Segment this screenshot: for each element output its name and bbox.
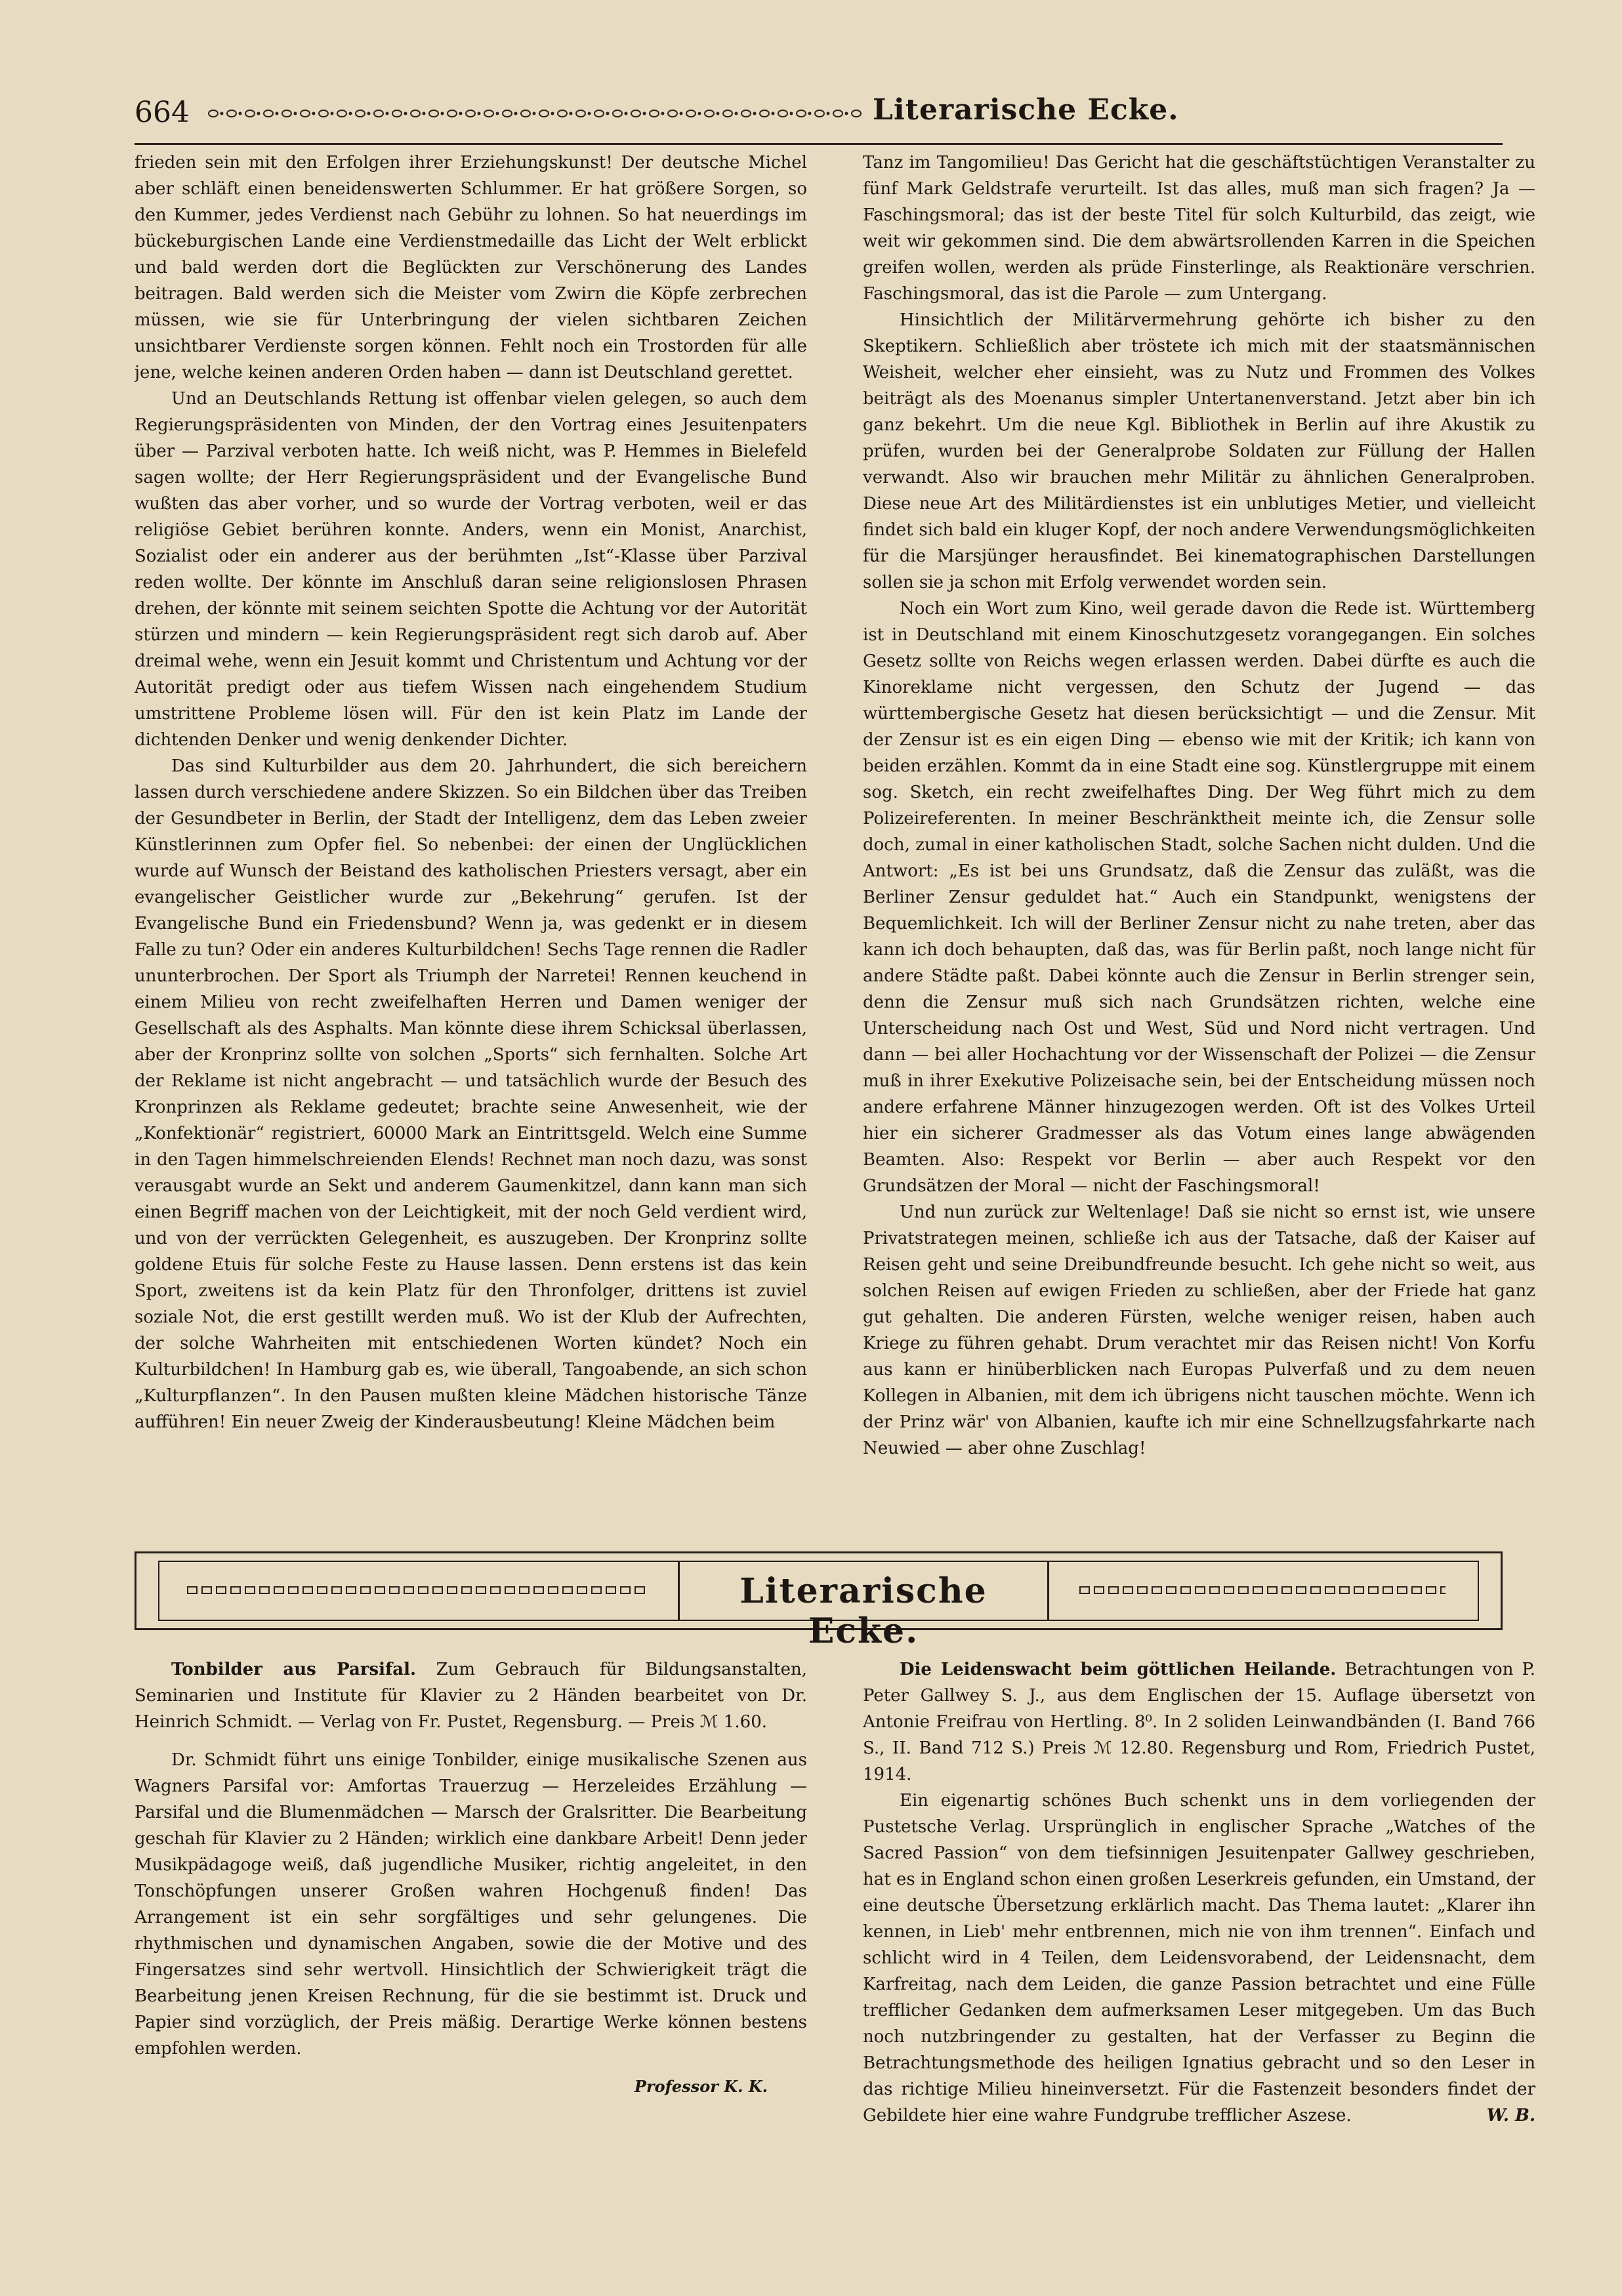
- running-head: [135, 91, 1503, 136]
- paragraph: Und nun zurück zur Weltenlage! Daß sie nicht so ernst ist, wie unsere Privatstrategen meinen, schließe ich aus der Tatsache, daß der Kaiser auf Reisen geht und seine Dreibundfreunde besucht. Ich gehe nicht so weit, aus solchen Reisen auf ewigen Frieden zu schließen, aber der Friede hat ganz gut gehalten. Die anderen Fürsten, welche weniger reisen, haben auch Kriege zu führen gehabt. Drum verachtet mir das Reisen nicht! Von Korfu aus kann er hinüberblicken nach Europas Pulverfaß und zu dem neuen Kollegen in Albanien, mit dem ich übrigens nicht tauschen möchte. Wenn ich der Prinz wär' von Albanien, kaufte ich mir eine Schnellzugsfahrkarte nach Neuwied — aber ohne Zuschlag!: [863, 1202, 1535, 1458]
- review-body: [863, 1788, 1535, 2129]
- article-column-right: [863, 150, 1535, 1514]
- header-rule: [135, 143, 1503, 145]
- section-banner: [135, 1551, 1503, 1651]
- paragraph: Noch ein Wort zum Kino, weil gerade davon die Rede ist. Württemberg ist in Deutschland mit einem Kinoschutzgesetz vorangegangen. Ein solches Gesetz sollte von Reichs wegen erlassen werden. Dabei dürfte es auch die Kinoreklame nicht vergessen, den Schutz der Jugend — das württembergische Gesetz hat diesen berücksichtigt — und die Zensur. Mit der Zensur ist es ein eigen Ding — ebenso wie mit der Kritik; ich kann von beiden erzählen. Kommt da in eine Stadt eine sog. Künstlergruppe mit einem sog. Sketch, ein recht zweifelhaftes Ding. Der Weg führt mich zu dem Polizeireferenten. In meiner Beschränktheit meinte ich, die Zensur solle doch, zumal in einer katholischen Stadt, solche Sachen nicht dulden. Und die Antwort: „Es ist bei uns Grundsatz, daß die Zensur das zuläßt, was die Berliner Zensur geduldet hat.“ Auch ein Standpunkt, wenigstens der Bequemlichkeit. Ich will der Berliner Zensur nicht zu nahe treten, aber das kann ich doch behaupten, daß das, was für Berlin paßt, noch lange nicht für andere Städte paßt. Dabei könnte auch die Zensur in Berlin strenger sein, denn die Zensur muß sich nach Grundsätzen richten, welche eine Unterscheidung nach Ost und West, Süd und Nord nicht vertragen. Und dann — bei aller Hochachtung vor der Wissenschaft der Polizei — die Zensur muß in ihrer Exekutive Polizeisache sein, bei der Entscheidung müssen noch andere erfahrene Männer hinzugezogen werden. Oft ist des Volkes Urteil hier ein sicherer Gradmesser als das Votum eines lange abwägenden Beamten. Also: Respekt vor Berlin — aber auch Respekt vor den Grundsätzen der Moral — nicht der Faschingsmoral!: [863, 599, 1535, 1196]
- review-signature: W. B.: [1486, 2106, 1535, 2125]
- review-heading: [863, 1656, 1535, 1788]
- ornament-border: [186, 1584, 645, 1596]
- review-right: [863, 1656, 1535, 2181]
- section-title: Literarische Ecke.: [739, 1571, 988, 1651]
- paragraph: Das sind Kulturbilder aus dem 20. Jahrhundert, die sich bereichern lassen durch verschiedene andere Skizzen. So ein Bildchen über das Treiben der Gesundbeter in Berlin, der Stadt der Intelligenz, dem das Leben zweier Künstlerinnen zum Opfer fiel. So nebenbei: der einen der Unglücklichen wurde auf Wunsch der Beistand des katholischen Priesters versagt, aber ein evangelischer Geistlicher wurde zur „Bekehrung“ gerufen. Ist der Evangelische Bund ein Friedensbund? Wenn ja, was gedenkt er in diesem Falle zu tun? Oder ein anderes Kulturbildchen! Sechs Tage rennen die Radler ununterbrochen. Der Sport als Triumph der Narretei! Rennen keuchend in einem Milieu von recht zweifelhaften Herren und Damen weniger der Gesellschaft als des Asphalts. Man könnte diese ihrem Schicksal überlassen, aber der Kronprinz sollte von solchen „Sports“ sich fernhalten. Solche Art der Reklame ist nicht angebracht — und tatsächlich wurde der Besuch des Kronprinzen als Reklame gedeutet; brachte seine Anwesenheit, wie der „Konfektionär“ registriert, 60000 Mark an Eintrittsgeld. Welch eine Summe in den Tagen himmelschreienden Elends! Rechnet man noch dazu, was sonst verausgabt wurde an Sekt und anderem Gaumenkitzel, dann kann man sich einen Begriff machen von der Leichtigkeit, mit der noch Geld verdient wird, und von der verrückten Gelegenheit, es auszugeben. Der Kronprinz sollte goldene Etuis für solche Feste zu Hause lassen. Denn erstens ist das kein Sport, zweitens ist da kein Platz für den Thronfolger, drittens ist zuviel soziale Not, die erst gestillt werden muß. Wo ist der Klub der Aufrechten, der solche Wahrheiten mit entschiedenen Worten kündet? Noch ein Kulturbildchen! In Hamburg gab es, wie überall, Tangoabende, an sich schon „Kulturpflanzen“. In den Pausen mußten kleine Mädchen historische Tänze aufführen! Ein neuer Zweig der Kinderausbeutung! Kleine Mädchen beim: [135, 756, 807, 1432]
- review-title: Die Leidenswacht beim göttlichen Heilande.: [900, 1660, 1337, 1679]
- review-signature: Professor K. K.: [634, 2077, 768, 2096]
- paragraph: Und an Deutschlands Rettung ist offenbar vielen gelegen, so auch dem Regierungspräsidenten von Minden, der den Vortrag eines Jesuitenpaters über — Parzival verboten hatte. Ich weiß nicht, was P. Hemmes in Bielefeld sagen wollte; der Herr Regierungspräsident und der Evangelische Bund wußten das aber vorher, und so wurde der Vortrag verboten, weil er das religiöse Gebiet berühren konnte. Anders, wenn ein Monist, Anarchist, Sozialist oder ein anderer aus der berühmten „Ist“-Klasse über Parzival reden wollte. Der könnte im Anschluß daran seine religionslosen Phrasen drehen, der könnte mit seinem seichten Spotte die Achtung vor der Autorität stürzen und mindern — kein Regierungspräsident regt sich darob auf. Aber dreimal wehe, wenn ein Jesuit kommt und Christentum und Achtung vor der Autorität predigt oder aus tiefem Wissen nach eingehendem Studium umstrittene Probleme lösen will. Für den ist kein Platz im Lande der dichtenden Denker und wenig denkender Dichter.: [135, 389, 807, 750]
- ornament-border: [1078, 1584, 1445, 1596]
- review-body: Dr. Schmidt führt uns einige Tonbilder, einige musikalische Szenen aus Wagners Parsifal vor: Amfortas Trauerzug — Herzeleides Erzählung — Parsifal und die Blumenmädchen — Marsch der Gralsritter. Die Bearbeitung geschah für Klavier zu 2 Händen; wirklich eine dankbare Arbeit! Denn jeder Musikpädagoge weiß, daß jugendliche Musiker, richtig angeleitet, in den Tonschöpfungen unserer Großen wahren Hochgenuß finden! Das Arrangement ist ein sehr sorgfältiges und sehr gelungenes. Die rhythmischen und dynamischen Angaben, sowie die der Motive und des Fingersatzes sind sehr wertvoll. Hinsichtlich der Schwierigkeit trägt die Bearbeitung jenen Kreisen Rechnung, für die sie bestimmt ist. Druck und Papier sind vorzüglich, der Preis mäßig. Derartige Werke können bestens empfohlen werden.: [135, 1750, 807, 2059]
- review-body-text: Ein eigenartig schönes Buch schenkt uns in dem vorliegenden der Pustetsche Verlag. Ursprünglich in englischer Sprache „Watches of the Sacred Passion“ von dem tiefsinnigen Jesuitenpater Gallwey geschrieben, hat es in England schon einen großen Leserkreis gefunden, ein Umstand, der eine deutsche Übersetzung erklärlich macht. Das Thema lautet: „Klarer ihn kennen, in Lieb' mehr entbrennen, mich nie von ihm trennen“. Einfach und schlicht wird in 4 Teilen, dem Leidensvorabend, der Leidensnacht, dem Karfreitag, nach dem Leiden, die ganze Passion betrachtet und eine Fülle trefflicher Gedanken dem aufmerksamen Leser mitgegeben. Um das Buch noch nutzbringender zu gestalten, hat der Verfasser zu Beginn die Betrachtungsmethode des heiligen Ignatius gebracht und so den Leser in das richtige Milieu hineinversetzt. Für die Fastenzeit besonders findet der Gebildete hier eine wahre Fundgrube trefflicher Aszese.: [863, 1791, 1535, 2125]
- review-left: [135, 1656, 807, 2181]
- paragraph: frieden sein mit den Erfolgen ihrer Erziehungskunst! Der deutsche Michel aber schläft einen beneidenswerten Schlummer. Er hat größere Sorgen, so den Kummer, jedes Verdienst nach Gebühr zu lohnen. So hat neuerdings im bückeburgischen Lande eine Verdienstmedaille das Licht der Welt erblickt und bald werden dort die Beglückten zur Verschönerung des Landes beitragen. Bald werden sich die Meister vom Zwirn die Köpfe zerbrechen müssen, wie sie für Unterbringung der vielen sichtbaren Zeichen unsichtbarer Verdienste sorgen können. Fehlt noch ein Trostorden für alle jene, welche keinen anderen Orden haben — dann ist Deutschland gerettet.: [135, 153, 807, 382]
- paragraph: Hinsichtlich der Militärvermehrung gehörte ich bisher zu den Skeptikern. Schließlich aber tröstete ich mich mit der staatsmännischen Weisheit, welcher eher einsieht, was zu Nutz und Frommen des Volkes beiträgt als des Moenanus simpler Untertanenverstand. Jetzt aber bin ich ganz bekehrt. Um die neue Kgl. Bibliothek in Berlin auf ihre Akustik zu prüfen, wurden bei der Generalprobe Soldaten zur Füllung der Hallen verwandt. Also wir brauchen mehr Militär zu ähnlichen Generalproben. Diese neue Art des Militärdienstes ist ein unblutiges Metier, und vielleicht findet sich bald ein kluger Kopf, der noch andere Verwendungsmöglichkeiten für die Marsjünger herausfindet. Bei kinematographischen Darstellungen sollen sie ja schon mit Erfolg verwendet worden sein.: [863, 310, 1535, 592]
- article-column-left: [135, 150, 807, 1514]
- banner-title-box: [678, 1562, 1049, 1651]
- running-title: Literarische Ecke.: [873, 93, 1179, 127]
- review-heading: [135, 1656, 807, 1735]
- review-title: Tonbilder aus Parsifal.: [171, 1660, 416, 1679]
- review-bibliography: Betrachtungen von P. Peter Gallwey S. J., aus dem Englischen der 15. Auflage übersetzt von Antonie Freifrau von Hertling. 8⁰. In 2 soliden Leinwandbänden (I. Band 766 S., II. Band 712 S.) Preis ℳ 12.80. Regensburg und Rom, Friedrich Pustet, 1914.: [863, 1660, 1535, 1784]
- paragraph: Tanz im Tangomilieu! Das Gericht hat die geschäftstüchtigen Veranstalter zu fünf Mark Geldstrafe verurteilt. Ist das alles, muß man sich fragen? Ja — Faschingsmoral; das ist der beste Titel für solch Kulturbild, das zeigt, wie weit wir gekommen sind. Die dem abwärtsrollenden Karren in die Speichen greifen wollen, werden als prüde Finsterlinge, als Reaktionäre verschrien. Faschingsmoral, das ist die Parole — zum Untergang.: [863, 153, 1535, 304]
- page-number: 664: [135, 96, 190, 129]
- review-bibliography: Zum Gebrauch für Bildungsanstalten, Seminarien und Institute für Klavier zu 2 Händen bearbeitet von Dr. Heinrich Schmidt. — Verlag von Fr. Pustet, Regensburg. — Preis ℳ 1.60.: [135, 1660, 807, 1732]
- banner-inner-frame: [158, 1561, 1479, 1651]
- ornament-border: [207, 108, 863, 119]
